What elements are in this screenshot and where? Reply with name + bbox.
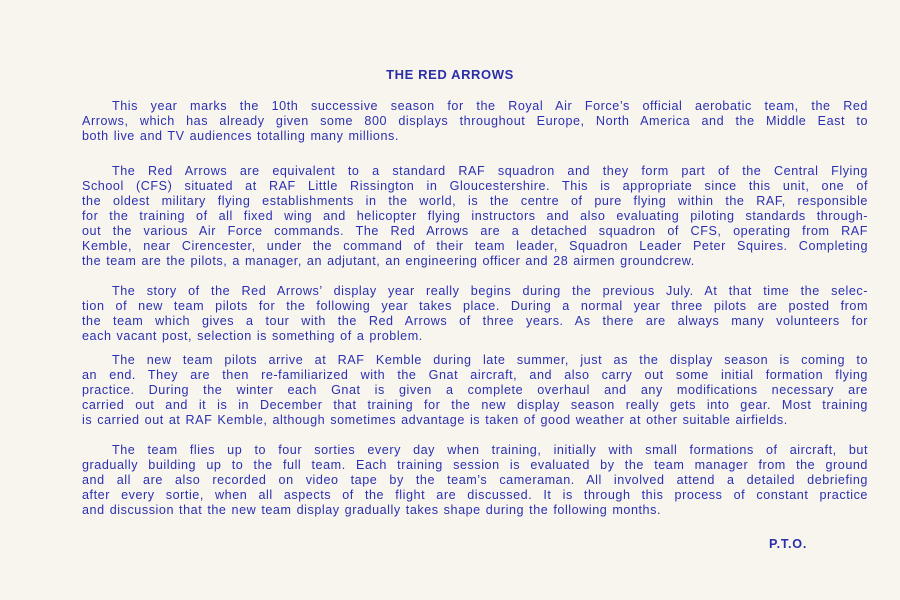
- paragraph-line: the oldest military flying establishments in the world, is the centre of pure flying within the RAF, responsible: [82, 194, 868, 208]
- paragraph-line: and all are also recorded on video tape by the team’s cameraman. All involved attend a detailed debriefing: [82, 473, 868, 487]
- paragraph-line: Arrows, which has already given some 800 displays throughout Europe, North America and the Middle East to: [82, 114, 868, 128]
- paragraph-line: tion of new team pilots for the following year takes place. During a normal year three pilots are posted from: [82, 299, 868, 313]
- paragraph-line: and discussion that the new team display gradually takes shape during the following months.: [82, 503, 661, 517]
- paragraph-3: [82, 284, 868, 344]
- paragraph-line: Kemble, near Cirencester, under the command of their team leader, Squadron Leader Peter Squires. Completing: [82, 239, 868, 253]
- paragraph-2: [82, 164, 868, 269]
- paragraph-line: each vacant post, selection is something of a problem.: [82, 329, 423, 343]
- paragraph-line: after every sortie, when all aspects of the flight are discussed. It is through this process of constant practice: [82, 488, 868, 502]
- paragraph-line: the team are the pilots, a manager, an adjutant, an engineering officer and 28 airmen groundcrew.: [82, 254, 695, 268]
- paragraph-line: an end. They are then re-familiarized with the Gnat aircraft, and also carry out some initial formation flying: [82, 368, 868, 382]
- paragraph-1: [82, 99, 868, 144]
- paragraph-5: [82, 443, 868, 518]
- please-turn-over-note: P.T.O.: [769, 537, 808, 551]
- paragraph-line: practice. During the winter each Gnat is given a complete overhaul and any modifications necessary are: [82, 383, 868, 397]
- paragraph-line: The new team pilots arrive at RAF Kemble during late summer, just as the display season is coming to: [112, 353, 868, 367]
- paragraph-line: gradually building up to the full team. Each training session is evaluated by the team manager from the ground: [82, 458, 868, 472]
- document-title: THE RED ARROWS: [386, 67, 514, 82]
- paragraph-4: [82, 353, 868, 428]
- paragraph-line: The story of the Red Arrows’ display year really begins during the previous July. At that time the selec-: [112, 284, 868, 298]
- paragraph-line: The team flies up to four sorties every day when training, initially with small formations of aircraft, but: [112, 443, 868, 457]
- paragraph-line: carried out and it is in December that training for the new display season really gets into gear. Most training: [82, 398, 868, 412]
- paragraph-line: The Red Arrows are equivalent to a standard RAF squadron and they form part of the Central Flying: [112, 164, 868, 178]
- paragraph-line: for the training of all fixed wing and helicopter flying instructors and also evaluating piloting standards through-: [82, 209, 868, 223]
- paragraph-line: School (CFS) situated at RAF Little Rissington in Gloucestershire. This is appropriate since this unit, one of: [82, 179, 868, 193]
- paragraph-line: This year marks the 10th successive season for the Royal Air Force’s official aerobatic team, the Red: [112, 99, 868, 113]
- paragraph-line: is carried out at RAF Kemble, although sometimes advantage is taken of good weather at other suitable airfields.: [82, 413, 788, 427]
- paragraph-line: both live and TV audiences totalling many millions.: [82, 129, 399, 143]
- paragraph-line: the team which gives a tour with the Red Arrows of three years. As there are always many volunteers for: [82, 314, 868, 328]
- paragraph-line: out the various Air Force commands. The Red Arrows are a detached squadron of CFS, operating from RAF: [82, 224, 868, 238]
